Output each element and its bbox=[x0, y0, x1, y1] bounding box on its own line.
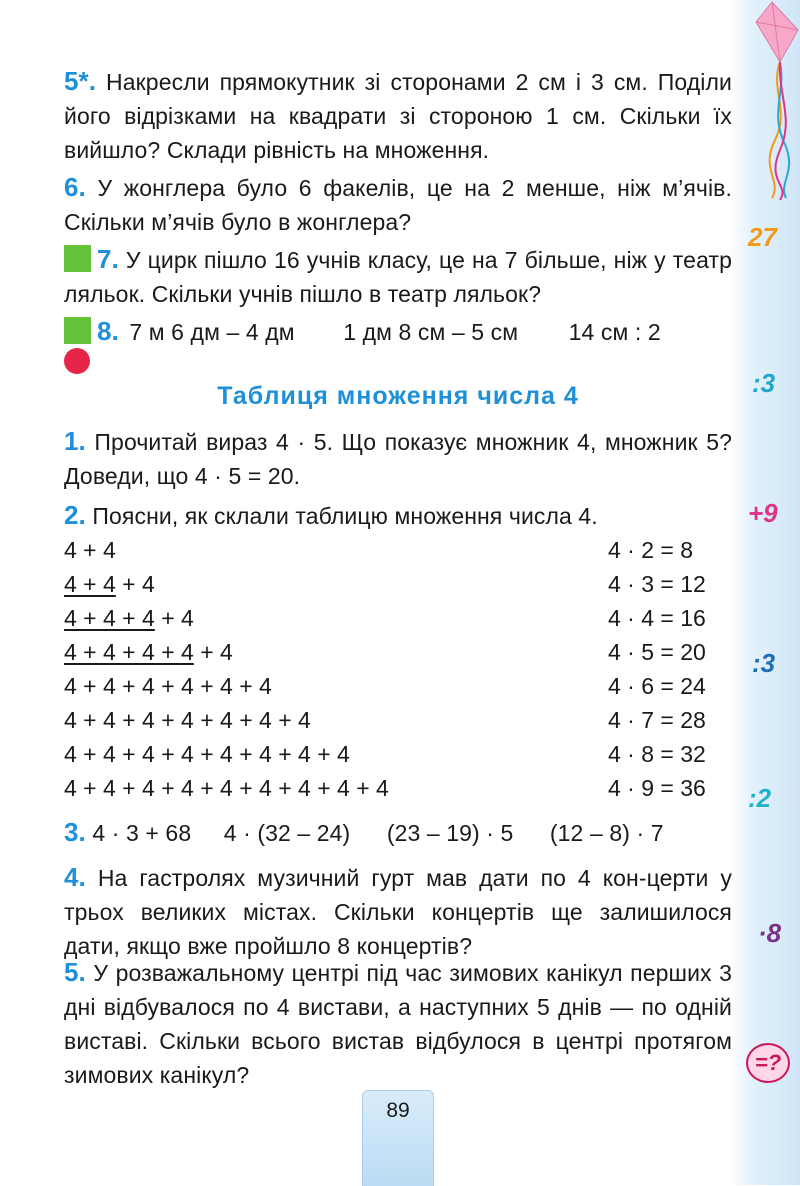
task-number: 3. bbox=[64, 817, 86, 847]
sidebar-mark-mul8: ·8 bbox=[758, 918, 782, 948]
product: 4 · 2 = 8 bbox=[608, 537, 694, 563]
table-row bbox=[64, 571, 716, 603]
product: 4 · 9 = 36 bbox=[608, 775, 706, 801]
task-6 bbox=[64, 170, 732, 239]
table-row bbox=[64, 605, 716, 637]
sidebar-mark-div2: :2 bbox=[748, 783, 772, 813]
product: 4 · 7 = 28 bbox=[608, 707, 706, 733]
expression: (12 – 8) · 7 bbox=[549, 820, 664, 846]
expression: 7 м 6 дм – 4 дм bbox=[129, 319, 295, 345]
task-2 bbox=[64, 498, 732, 533]
task-7 bbox=[64, 242, 732, 311]
sidebar-mark-plus9: +9 bbox=[748, 498, 778, 528]
product: 4 · 8 = 32 bbox=[608, 741, 706, 767]
green-square-icon bbox=[64, 245, 91, 272]
task-8 bbox=[64, 314, 732, 349]
expression: (23 – 19) · 5 bbox=[386, 820, 514, 846]
section-title: Таблиця множення числа 4 bbox=[217, 382, 579, 410]
task-text: У розважальному центрі під час зимових канікул перших 3 дні відбувалося по 4 вистави, а наступних 5 днів — по одній виставі. Скільки всього вистав відбулося в центрі протягом зимових канікул? bbox=[64, 960, 732, 1088]
task-5-star bbox=[64, 64, 732, 167]
product: 4 · 3 = 12 bbox=[608, 571, 706, 597]
table-row bbox=[64, 707, 716, 739]
sum-expression: 4 + 4 + 4 + 4 bbox=[64, 605, 194, 631]
table-row bbox=[64, 639, 716, 671]
task-number: 5*. bbox=[64, 66, 97, 96]
page-number-tab bbox=[362, 1090, 434, 1186]
task-number: 1. bbox=[64, 426, 86, 456]
table-row bbox=[64, 775, 716, 807]
table-row bbox=[64, 673, 716, 705]
task-number: 4. bbox=[64, 862, 86, 892]
table-row bbox=[64, 537, 716, 569]
sum-expression: 4 + 4 + 4 + 4 + 4 + 4 + 4 bbox=[64, 707, 311, 733]
product: 4 · 6 = 24 bbox=[608, 673, 706, 699]
task-number: 6. bbox=[64, 172, 86, 202]
task-5 bbox=[64, 955, 732, 1092]
task-3 bbox=[64, 815, 732, 850]
task-text: У жонглера було 6 факелів, це на 2 менше, ніж м’ячів. Скільки м’ячів було в жонглера? bbox=[64, 175, 732, 235]
task-text: Накресли прямокутник зі сторонами 2 см і 3 см. Поділи його відрізками на квадрати зі стороною 1 см. Скільки їх вийшло? Склади рівність на множення. bbox=[64, 69, 732, 163]
red-dot-icon bbox=[64, 348, 90, 374]
expression: 4 · (32 – 24) bbox=[223, 820, 351, 846]
task-number: 5. bbox=[64, 957, 86, 987]
sum-expression: 4 + 4 bbox=[64, 537, 116, 563]
sum-expression: 4 + 4 + 4 bbox=[64, 571, 155, 597]
product: 4 · 4 = 16 bbox=[608, 605, 706, 631]
page-number: 89 bbox=[386, 1099, 410, 1122]
product: 4 · 5 = 20 bbox=[608, 639, 706, 665]
task-4 bbox=[64, 860, 732, 963]
task-number: 7. bbox=[97, 244, 119, 274]
task-text: У цирк пішло 16 учнів класу, це на 7 більше, ніж у театр ляльок. Скільки учнів пішло в театр ляльок? bbox=[64, 247, 732, 307]
sidebar-mark-div3b: :3 bbox=[752, 648, 776, 678]
sum-expression: 4 + 4 + 4 + 4 + 4 bbox=[64, 639, 233, 665]
sum-expression: 4 + 4 + 4 + 4 + 4 + 4 + 4 + 4 bbox=[64, 741, 350, 767]
sidebar-mark-div3: :3 bbox=[752, 368, 776, 398]
sidebar-mark-question: =? bbox=[746, 1043, 790, 1083]
expression: 14 см : 2 bbox=[568, 319, 661, 345]
task-number: 8. bbox=[97, 316, 119, 346]
sum-expression: 4 + 4 + 4 + 4 + 4 + 4 bbox=[64, 673, 272, 699]
expression: 1 дм 8 см – 5 см bbox=[343, 319, 519, 345]
sum-expression: 4 + 4 + 4 + 4 + 4 + 4 + 4 + 4 + 4 bbox=[64, 775, 389, 801]
sidebar-mark-27: 27 bbox=[748, 222, 777, 252]
task-number: 2. bbox=[64, 500, 86, 530]
task-text: Прочитай вираз 4 · 5. Що показує множник 4, множник 5? Доведи, що 4 · 5 = 20. bbox=[64, 429, 732, 489]
task-1 bbox=[64, 424, 732, 493]
kite-icon bbox=[720, 0, 800, 200]
table-row bbox=[64, 741, 716, 773]
green-square-icon bbox=[64, 317, 91, 344]
task-text: На гастролях музичний гурт мав дати по 4 кон-церти у трьох великих містах. Скільки концертів ще залишилося дати, якщо вже пройшло 8 концертів? bbox=[64, 865, 732, 959]
task-text: Поясни, як склали таблицю множення числа 4. bbox=[92, 503, 598, 529]
expression: 4 · 3 + 68 bbox=[92, 820, 192, 846]
